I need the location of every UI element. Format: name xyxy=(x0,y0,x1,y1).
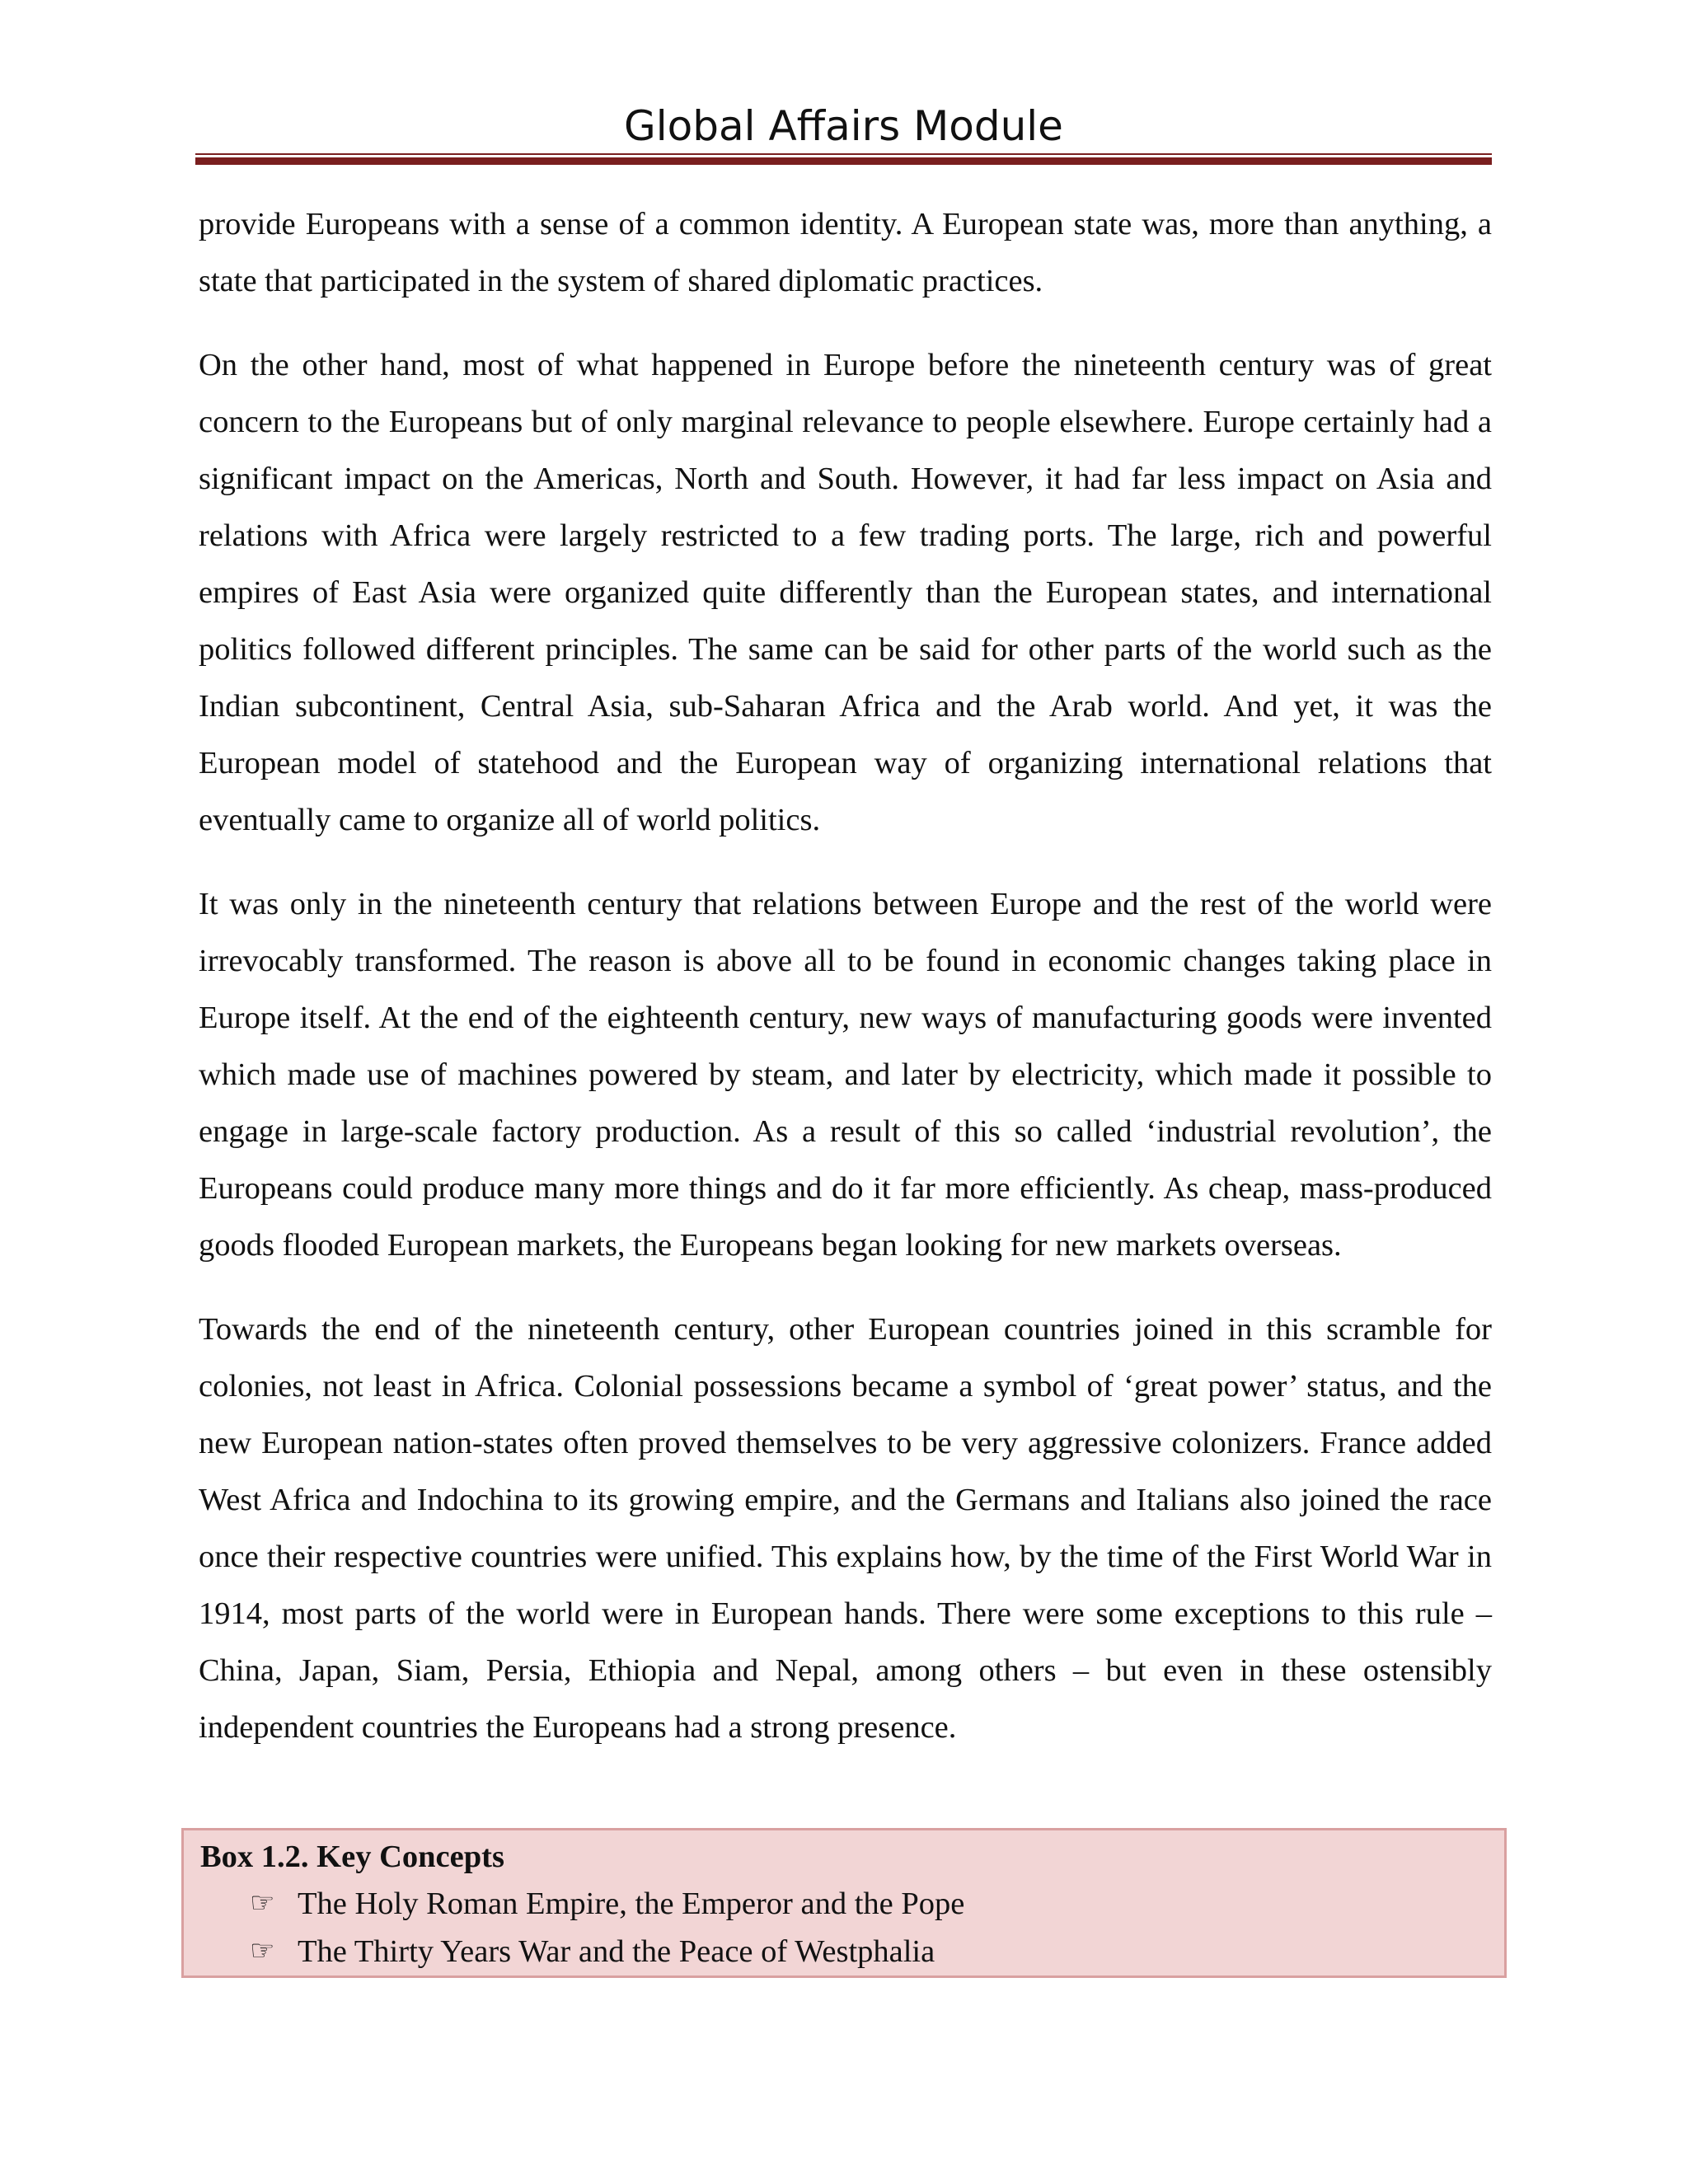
header-divider-thin xyxy=(195,153,1492,155)
body-text xyxy=(199,196,1492,1783)
list-item-text: The Thirty Years War and the Peace of Westphalia xyxy=(298,1934,935,1969)
paragraph: Towards the end of the nineteenth century, other European countries joined in this scramble for colonies, not least in Africa. Colonial possessions became a symbol of ‘great power’ status, and the new European nation-states often proved themselves to be very aggressive colonizers. France added West Africa and Indochina to its growing empire, and the Germans and Italians also joined the race once their respective countries were unified. This explains how, by the time of the First World War in 1914, most parts of the world were in European hands. There were some exceptions to this rule – China, Japan, Siam, Persia, Ethiopia and Nepal, among others – but even in these ostensibly independent countries the Europeans had a strong presence. xyxy=(199,1312,1492,1745)
list-item xyxy=(250,1928,964,1975)
list-item xyxy=(250,1880,964,1928)
pointing-hand-icon: ☞ xyxy=(250,1936,275,1966)
header-divider-thick xyxy=(195,157,1492,165)
key-concepts-box xyxy=(181,1828,1507,1978)
paragraph: provide Europeans with a sense of a common identity. A European state was, more than anything, a state that participated in the system of shared diplomatic practices. xyxy=(199,207,1492,298)
list-item-text: The Holy Roman Empire, the Emperor and the Pope xyxy=(298,1886,965,1921)
box-title: Box 1.2. Key Concepts xyxy=(200,1840,504,1874)
key-concepts-list xyxy=(250,1880,964,1975)
paragraph: On the other hand, most of what happened in Europe before the nineteenth century was of great concern to the Europeans but of only marginal relevance to people elsewhere. Europe certainly had a significant impact on the Americas, North and South. However, it had far less impact on Asia and relations with Africa were largely restricted to a few trading ports. The large, rich and powerful empires of East Asia were organized quite differently than the European states, and international politics followed different principles. The same can be said for other parts of the world such as the Indian subcontinent, Central Asia, sub-Saharan Africa and the Arab world. And yet, it was the European model of statehood and the European way of organizing international relations that eventually came to organize all of world politics. xyxy=(199,348,1492,837)
pointing-hand-icon: ☞ xyxy=(250,1888,275,1919)
paragraph: It was only in the nineteenth century that relations between Europe and the rest of the world were irrevocably transformed. The reason is above all to be found in economic changes taking place in Europe itself. At the end of the eighteenth century, new ways of manufacturing goods were invented which made use of machines powered by steam, and later by electricity, which made it possible to engage in large-scale factory production. As a result of this so called ‘industrial revolution’, the Europeans could produce many more things and do it far more efficiently. As cheap, mass-produced goods flooded European markets, the Europeans began looking for new markets overseas. xyxy=(199,887,1492,1263)
page-header xyxy=(195,97,1492,155)
page-title: Global Affairs Module xyxy=(624,102,1063,150)
